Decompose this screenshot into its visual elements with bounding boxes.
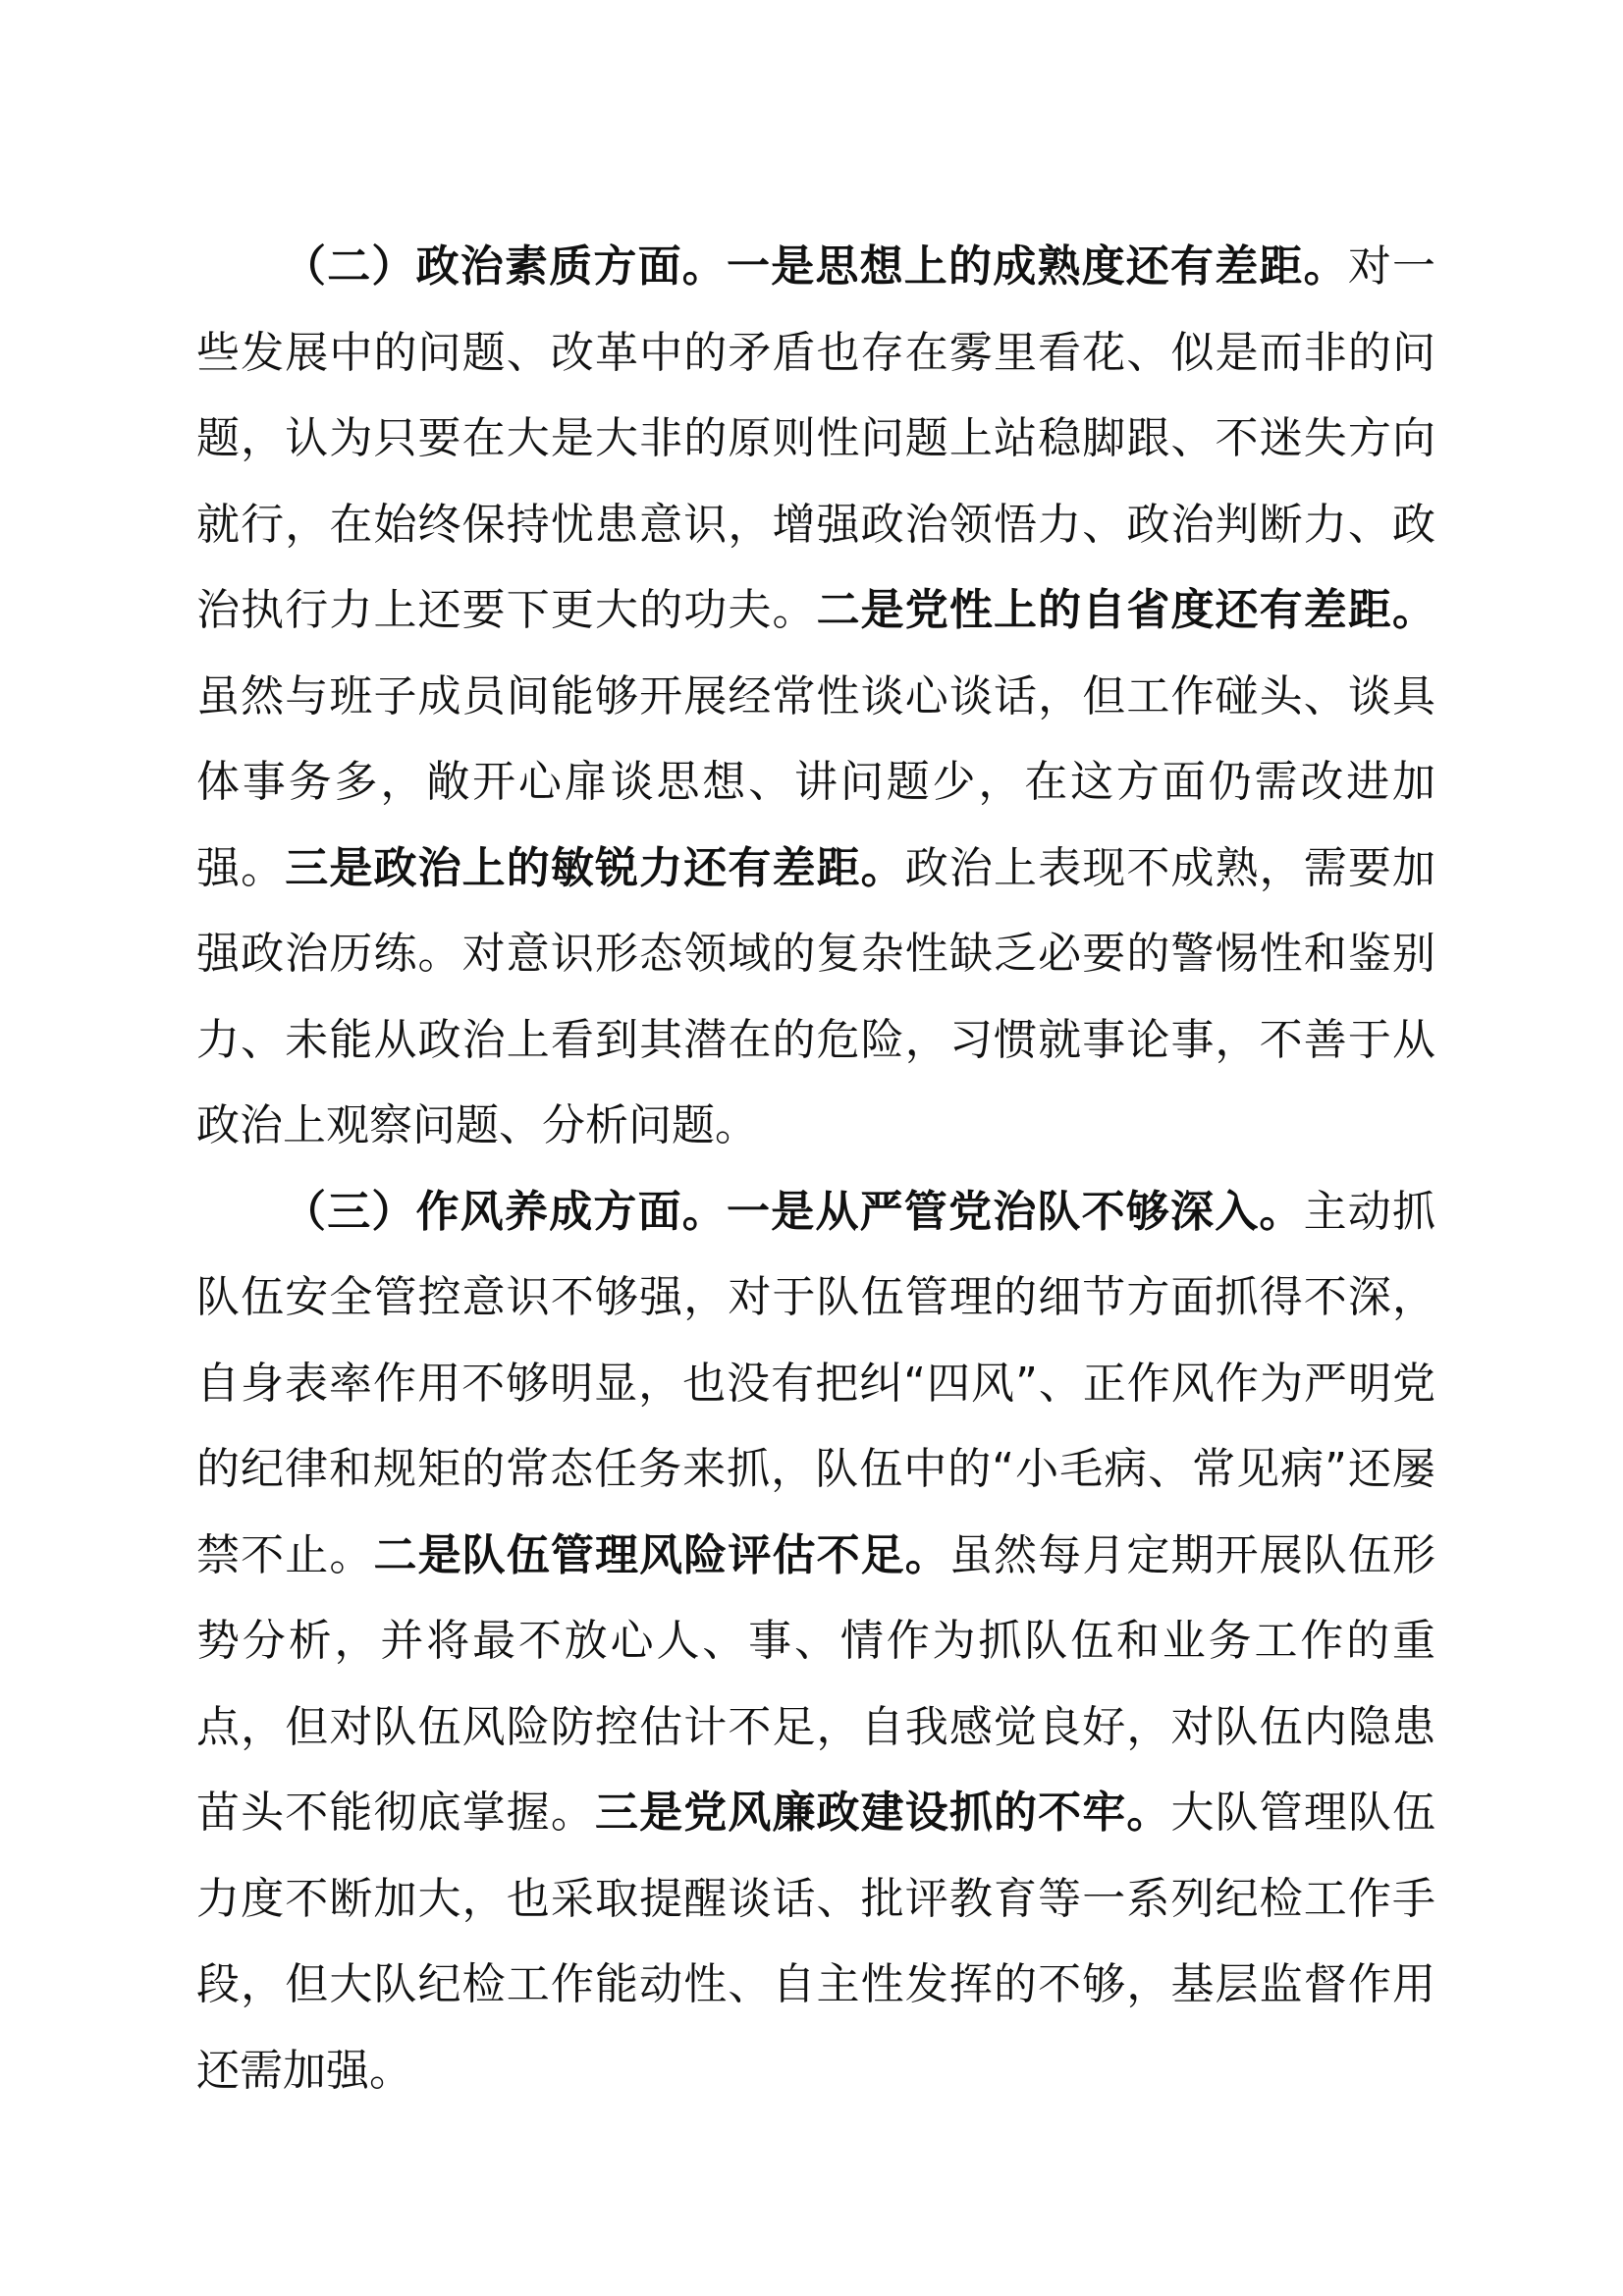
subheading-party-spirit: 二是党性上的自省度还有差距。 xyxy=(816,585,1436,635)
heading-work-style: （三）作风养成方面。一是从严管党治队不够深入。 xyxy=(283,1186,1304,1237)
body-text: 大队管理队伍力度不断加大，也采取提醒谈话、批评教育等一系列纪检工作手段，但大队纪检工作能动性、自主性发挥的不够，基层监督作用还需加强。 xyxy=(196,1788,1436,2096)
body-text: 虽然与班子成员间能够开展经常性谈心谈话，但工作碰头、谈具体事务多，敞开心扉谈思想、讲问题少，在这方面仍需改进加强。 xyxy=(196,670,1435,893)
body-text: 政治上表现不成熟，需要加强政治历练。对意识形态领域的复杂性缺乏必要的警惕性和鉴别力、未能从政治上看到其潜在的危险，习惯就事论事，不善于从政治上观察问题、分析问题。 xyxy=(196,842,1436,1150)
subheading-risk-assessment: 二是队伍管理风险评估不足。 xyxy=(373,1529,949,1580)
body-text: 虽然每月定期开展队伍形势分析，并将最不放心人、事、情作为抓队伍和业务工作的重点，但对队伍风险防控估计不足，自我感觉良好，对队伍内隐患苗头不能彻底掌握。 xyxy=(196,1529,1436,1838)
heading-political-quality: （二）政治素质方面。一是思想上的成熟度还有差距。 xyxy=(283,241,1348,292)
body-text: 主动抓队伍安全管控意识不够强，对于队伍管理的细节方面抓得不深，自身表率作用不够明显，也没有把纠“四风”、正作风作为严明党的纪律和规矩的常态任务来抓，队伍中的“小毛病、常见病”还屡禁不止。 xyxy=(196,1186,1436,1580)
document-body xyxy=(196,224,1435,2113)
body-text: 对一些发展中的问题、改革中的矛盾也存在雾里看花、似是而非的问题，认为只要在大是大非的原则性问题上站稳脚跟、不迷失方向就行，在始终保持忧患意识，增强政治领悟力、政治判断力、政治执行力上还要下更大的功夫。 xyxy=(196,241,1436,635)
subheading-clean-governance: 三是党风廉政建设抓的不牢。 xyxy=(595,1788,1171,1838)
subheading-political-sensitivity: 三是政治上的敏锐力还有差距。 xyxy=(285,842,905,893)
paragraph-political-quality xyxy=(196,224,1435,1169)
paragraph-work-style xyxy=(196,1169,1435,2114)
